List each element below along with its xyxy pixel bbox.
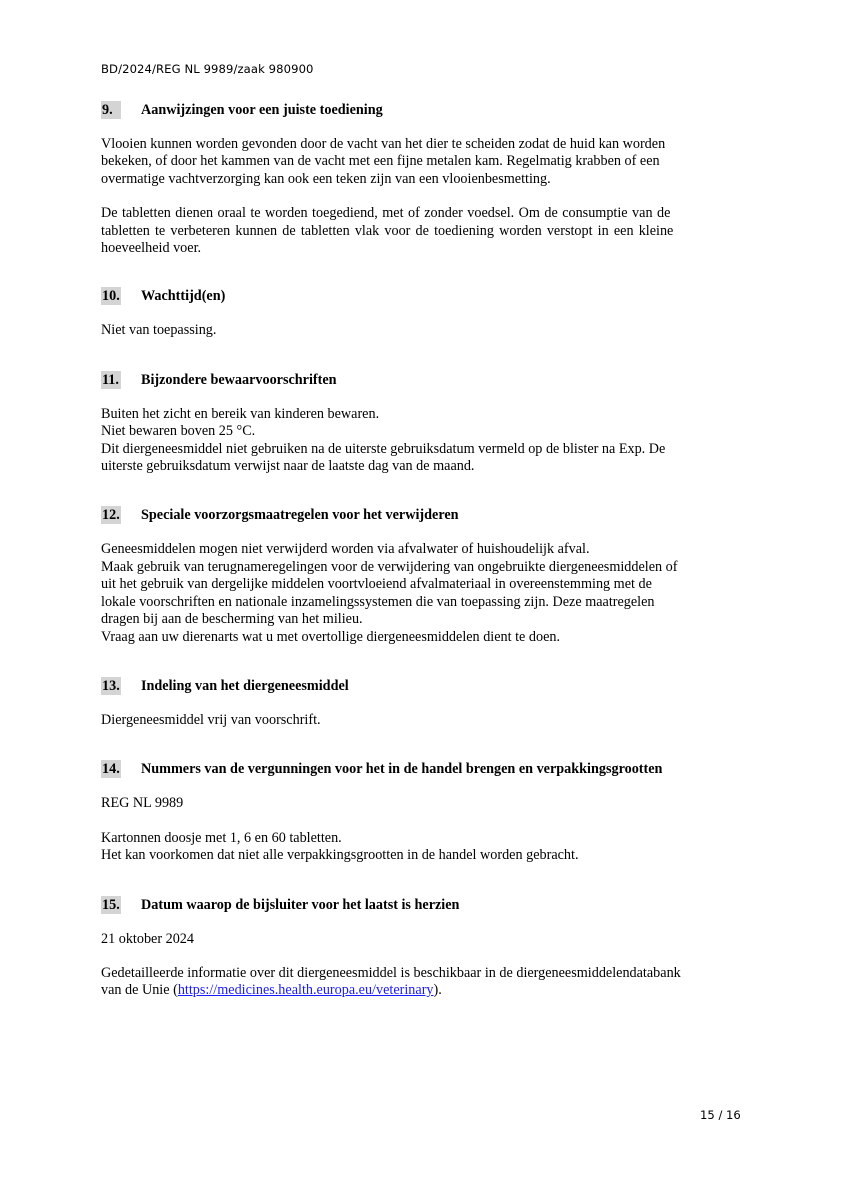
text-line: Vraag aan uw dierenarts wat u met overtollige diergeneesmiddelen dient te doen. [101,628,561,645]
text-line: REG NL 9989 [101,795,184,812]
section-heading [101,101,751,119]
section-heading [101,287,751,305]
paragraph [101,136,751,188]
section-15 [101,896,751,1000]
section-title: Aanwijzingen voor een juiste toediening [141,102,383,118]
section-number: 9. [101,101,121,119]
text-line: Kartonnen doosje met 1, 6 en 60 tabletten. [101,829,342,846]
text-line [101,982,751,999]
text-line: Vlooien kunnen worden gevonden door de vacht van het dier te scheiden zodat de huid kan worden [101,136,666,152]
text-line: hoeveelheid voer. [101,240,202,257]
text-line: Niet bewaren boven 25 °C. [101,423,256,440]
text-line: Niet van toepassing. [101,322,217,339]
text-line: Diergeneesmiddel vrij van voorschrift. [101,711,321,728]
text-line: lokale voorschriften en nationale inzamelingssystemen die van toepassing zijn. Deze maatregelen [101,593,655,610]
document-content [101,101,751,1000]
section-heading [101,371,751,389]
section-title: Wachttijd(en) [141,288,226,305]
text-line: uit het gebruik van dergelijke middelen voortvloeiend afvalmateriaal in overeenstemming met de [101,576,652,593]
text-line: overmatige vachtverzorging kan ook een teken zijn van een vlooienbesmetting. [101,170,551,187]
text-line: bekeken, of door het kammen van de vacht met een fijne metalen kam. Regelmatig krabben of een [101,153,660,170]
section-title: Bijzondere bewaarvoorschriften [141,371,337,388]
paragraph [101,205,751,257]
section-number: 11. [101,371,121,389]
text-line: tabletten te verbeteren kunnen de tabletten vlak voor de toediening worden verstopt in een kleine [101,222,674,239]
section-heading [101,677,751,695]
link-prefix: van de Unie ( [101,982,178,999]
section-heading [101,896,751,914]
section-title: Speciale voorzorgsmaatregelen voor het verwijderen [141,507,459,524]
section-title: Nummers van de vergunningen voor het in de handel brengen en verpakkingsgrootten [141,761,663,778]
database-link[interactable]: https://medicines.health.europa.eu/veterinary [177,982,434,999]
text-line: Maak gebruik van terugnameregelingen voor de verwijdering van ongebruikte diergeneesmiddelen of [101,558,678,575]
section-number: 13. [102,677,120,694]
section-title: Indeling van het diergeneesmiddel [141,677,349,694]
text-line: Dit diergeneesmiddel niet gebruiken na de uiterste gebruiksdatum vermeld op de blister na Exp. De [101,440,666,457]
link-suffix: ). [433,982,442,999]
document-reference: BD/2024/REG NL 9989/zaak 980900 [101,62,314,76]
section-10 [101,287,751,339]
section-14 [101,760,751,864]
paragraph [101,965,751,1000]
section-number: 15. [102,896,120,913]
text-line: Gedetailleerde informatie over dit diergeneesmiddel is beschikbaar in de diergeneesmiddelendatabank [101,964,681,981]
text-line: Geneesmiddelen mogen niet verwijderd worden via afvalwater of huishoudelijk afval. [101,541,590,558]
paragraph [101,931,751,948]
section-number: 14. [102,761,120,778]
paragraph [101,830,751,865]
text-line: 21 oktober 2024 [101,930,194,947]
section-number: 12. [102,507,120,524]
section-13 [101,677,751,729]
page-number: 15 / 16 [700,1108,741,1122]
paragraph [101,795,751,812]
text-line: De tabletten dienen oraal te worden toegediend, met of zonder voedsel. Om de consumptie van de [101,205,671,222]
paragraph [101,541,751,645]
section-12 [101,506,751,645]
section-11 [101,371,751,476]
section-heading [101,760,751,778]
paragraph [101,712,751,729]
text-line: Buiten het zicht en bereik van kinderen bewaren. [101,405,380,422]
paragraph [101,322,751,339]
text-line: uiterste gebruiksdatum verwijst naar de laatste dag van de maand. [101,458,475,475]
section-9 [101,101,751,257]
section-title: Datum waarop de bijsluiter voor het laatst is herzien [141,896,460,913]
paragraph [101,406,751,476]
section-heading [101,506,751,524]
text-line: dragen bij aan de bescherming van het milieu. [101,611,363,628]
section-number: 10. [102,288,120,305]
text-line: Het kan voorkomen dat niet alle verpakkingsgrootten in de handel worden gebracht. [101,847,579,864]
